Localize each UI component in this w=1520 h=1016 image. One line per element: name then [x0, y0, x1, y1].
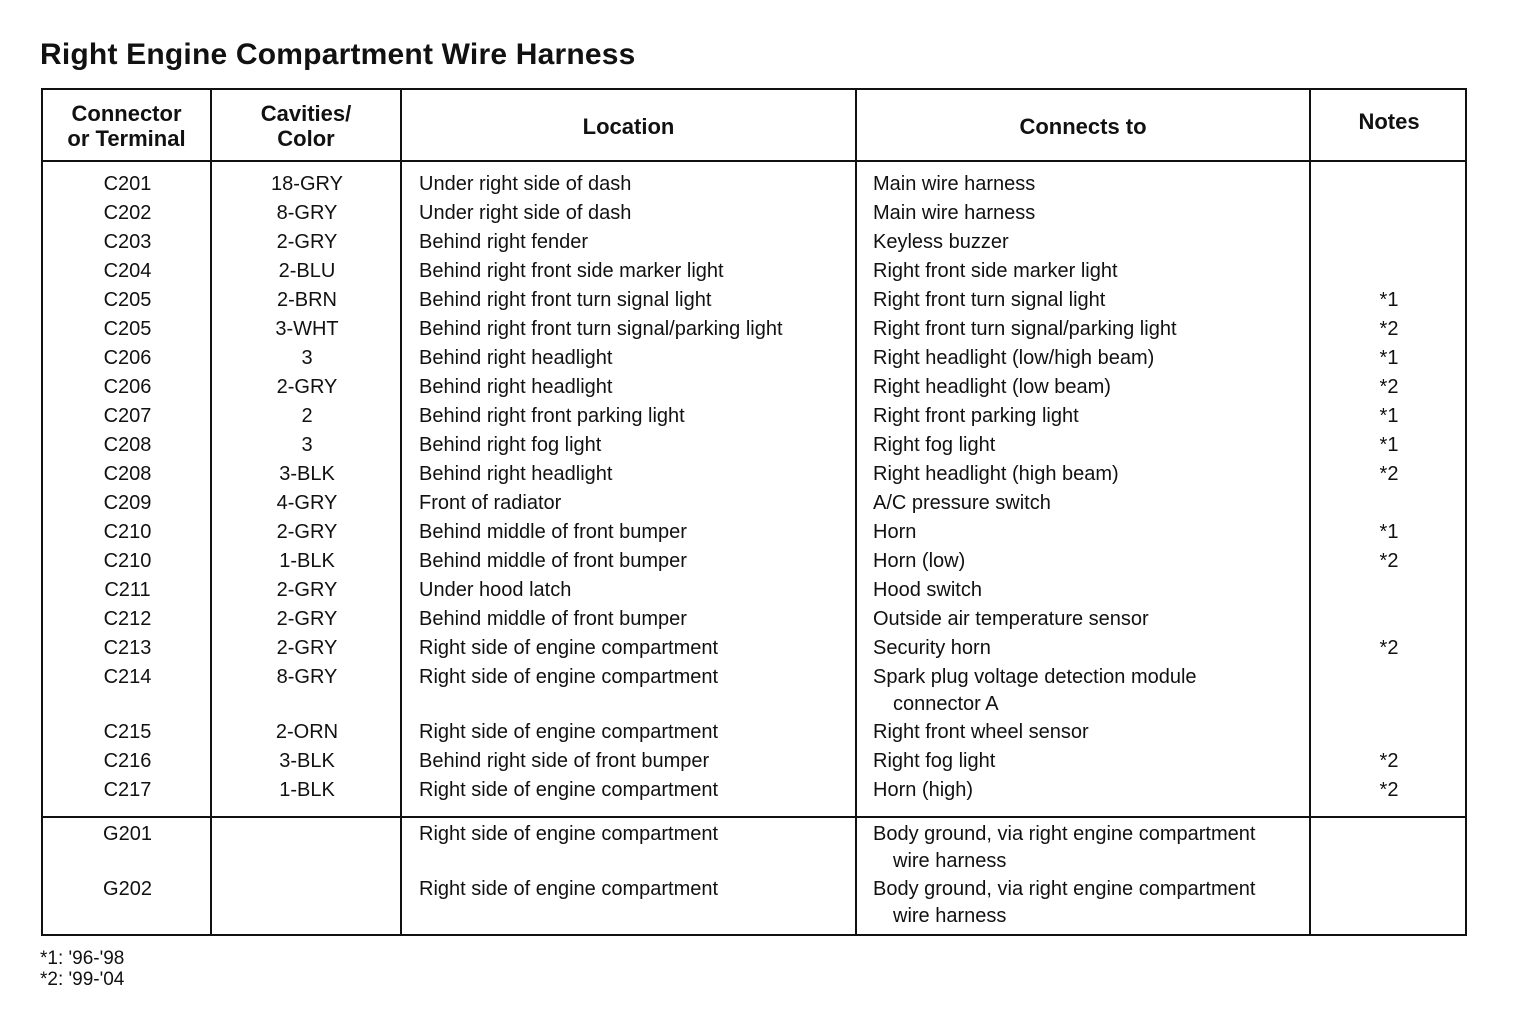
- connects-to-text: Right fog light: [873, 434, 996, 456]
- connects-to-text: Outside air temperature sensor: [873, 608, 1149, 630]
- row-location: Right side of engine compartment: [419, 823, 719, 845]
- row-cavities: 1-BLK: [279, 550, 335, 572]
- row-connector: C208: [103, 434, 152, 456]
- row-location: Behind right front turn signal light: [419, 289, 712, 311]
- connects-to-text: Spark plug voltage detection module: [873, 666, 1197, 688]
- connects-to-text: Main wire harness: [873, 173, 1036, 195]
- row-cavities: 2-GRY: [276, 637, 338, 659]
- row-location: Behind middle of front bumper: [419, 608, 687, 630]
- row-connects-to: [873, 548, 1313, 575]
- connects-to-text: Right fog light: [873, 750, 996, 772]
- connects-to-text: Horn: [873, 521, 917, 543]
- row-notes: *1: [1379, 289, 1399, 311]
- row-notes: *2: [1379, 779, 1399, 801]
- row-connects-to: [873, 519, 1313, 546]
- row-notes: *1: [1379, 434, 1399, 456]
- page-title: Right Engine Compartment Wire Harness: [40, 38, 636, 71]
- connects-to-text: Right headlight (low beam): [873, 376, 1111, 398]
- row-connector: G202: [103, 878, 152, 900]
- row-connects-to: [873, 748, 1313, 775]
- row-cavities: 1-BLK: [279, 779, 335, 801]
- row-connector: C217: [103, 779, 152, 801]
- connects-to-text: Right headlight (high beam): [873, 463, 1119, 485]
- row-connector: C211: [104, 579, 151, 601]
- row-connects-to: [873, 403, 1313, 430]
- row-location: Behind right fender: [419, 231, 589, 253]
- row-connector: C201: [103, 173, 152, 195]
- row-connects-to: [873, 171, 1313, 198]
- connects-to-text: Body ground, via right engine compartment: [873, 823, 1256, 845]
- row-connects-to: [873, 821, 1313, 875]
- row-location: Behind right side of front bumper: [419, 750, 710, 772]
- row-cavities: 3: [301, 434, 313, 456]
- row-location: Behind right front parking light: [419, 405, 685, 427]
- row-location: Under right side of dash: [419, 202, 632, 224]
- row-connector: C210: [103, 521, 152, 543]
- connects-to-text: Horn (high): [873, 779, 974, 801]
- row-connects-to: [873, 229, 1313, 256]
- connects-to-text: Security horn: [873, 637, 991, 659]
- column-header-cavities: Cavities/ Color: [260, 101, 352, 151]
- connects-to-continuation: wire harness: [893, 905, 1007, 927]
- row-location: Behind middle of front bumper: [419, 521, 687, 543]
- row-connects-to: [873, 606, 1313, 633]
- row-cavities: 2-ORN: [275, 721, 339, 743]
- row-connects-to: [873, 374, 1313, 401]
- row-connects-to: [873, 777, 1313, 804]
- row-connector: C205: [103, 289, 152, 311]
- row-cavities: 2-GRY: [276, 579, 338, 601]
- row-location: Behind right headlight: [419, 463, 613, 485]
- connects-to-text: Right front wheel sensor: [873, 721, 1089, 743]
- row-connects-to: [873, 577, 1313, 604]
- row-cavities: 2-BLU: [278, 260, 336, 282]
- row-cavities: 2-GRY: [276, 376, 338, 398]
- row-connector: G201: [103, 823, 152, 845]
- row-location: Behind right front turn signal/parking light: [419, 318, 783, 340]
- row-location: Front of radiator: [419, 492, 562, 514]
- connects-to-text: Body ground, via right engine compartment: [873, 878, 1256, 900]
- row-connects-to: [873, 461, 1313, 488]
- connects-to-text: Horn (low): [873, 550, 966, 572]
- row-connector: C207: [103, 405, 152, 427]
- row-location: Behind right headlight: [419, 376, 613, 398]
- row-location: Behind middle of front bumper: [419, 550, 687, 572]
- row-connects-to: [873, 664, 1313, 718]
- row-connector: C216: [103, 750, 152, 772]
- row-cavities: 2: [301, 405, 313, 427]
- row-connector: C209: [103, 492, 152, 514]
- row-notes: *2: [1379, 463, 1399, 485]
- column-header-notes: Notes: [1358, 109, 1420, 134]
- row-connects-to: [873, 490, 1313, 517]
- row-connector: C215: [103, 721, 152, 743]
- column-header-location: Location: [582, 113, 675, 139]
- row-connector: C208: [103, 463, 152, 485]
- row-cavities: 2-GRY: [276, 231, 338, 253]
- connects-to-text: Hood switch: [873, 579, 982, 601]
- row-connector: C204: [103, 260, 152, 282]
- connects-to-text: Right front turn signal light: [873, 289, 1106, 311]
- row-connects-to: [873, 287, 1313, 314]
- footnotes: [40, 948, 124, 990]
- row-cavities: 2-GRY: [276, 521, 338, 543]
- row-connects-to: [873, 719, 1313, 746]
- wire-harness-table: [41, 88, 1467, 936]
- row-location: Behind right fog light: [419, 434, 602, 456]
- row-connector: C205: [103, 318, 152, 340]
- connects-to-text: Right front turn signal/parking light: [873, 318, 1177, 340]
- row-cavities: 8-GRY: [276, 202, 338, 224]
- connects-to-text: A/C pressure switch: [873, 492, 1051, 514]
- row-cavities: 4-GRY: [276, 492, 338, 514]
- row-cavities: 3-BLK: [279, 750, 335, 772]
- row-connects-to: [873, 200, 1313, 227]
- row-location: Right side of engine compartment: [419, 721, 719, 743]
- row-connector: C203: [103, 231, 152, 253]
- row-cavities: 3-WHT: [275, 318, 339, 340]
- row-notes: *2: [1379, 376, 1399, 398]
- row-connector: C202: [103, 202, 152, 224]
- column-divider: [855, 90, 857, 934]
- row-connects-to: [873, 876, 1313, 930]
- row-notes: *1: [1379, 521, 1399, 543]
- row-location: Behind right front side marker light: [419, 260, 724, 282]
- connects-to-continuation: connector A: [893, 693, 999, 715]
- row-cavities: 18-GRY: [271, 173, 343, 195]
- row-connects-to: [873, 345, 1313, 372]
- section-divider: [43, 816, 1465, 818]
- footnote: *1: '96-'98: [40, 948, 125, 969]
- row-location: Right side of engine compartment: [419, 637, 719, 659]
- row-cavities: 8-GRY: [276, 666, 338, 688]
- row-connector: C206: [103, 347, 152, 369]
- row-cavities: 2-GRY: [276, 608, 338, 630]
- row-cavities: 2-BRN: [276, 289, 337, 311]
- connects-to-text: Main wire harness: [873, 202, 1036, 224]
- connects-to-text: Keyless buzzer: [873, 231, 1009, 253]
- connects-to-continuation: wire harness: [893, 850, 1007, 872]
- connects-to-text: Right headlight (low/high beam): [873, 347, 1155, 369]
- row-notes: *2: [1379, 318, 1399, 340]
- row-notes: *2: [1379, 750, 1399, 772]
- column-header-connector: Connector or Terminal: [67, 101, 186, 151]
- column-header-connects-to: Connects to: [1019, 113, 1147, 139]
- row-notes: *2: [1379, 637, 1399, 659]
- row-notes: *2: [1379, 550, 1399, 572]
- row-connector: C212: [103, 608, 152, 630]
- row-notes: *1: [1379, 405, 1399, 427]
- row-connector: C214: [103, 666, 152, 688]
- row-location: Behind right headlight: [419, 347, 613, 369]
- row-connects-to: [873, 258, 1313, 285]
- row-connects-to: [873, 635, 1313, 662]
- row-connects-to: [873, 316, 1313, 343]
- row-location: Right side of engine compartment: [419, 666, 719, 688]
- row-location: Right side of engine compartment: [419, 779, 719, 801]
- row-connector: C206: [103, 376, 152, 398]
- connects-to-text: Right front side marker light: [873, 260, 1118, 282]
- row-location: Under right side of dash: [419, 173, 632, 195]
- row-cavities: 3-BLK: [279, 463, 335, 485]
- row-connector: C210: [103, 550, 152, 572]
- row-location: Under hood latch: [419, 579, 572, 601]
- row-location: Right side of engine compartment: [419, 878, 719, 900]
- row-notes: *1: [1379, 347, 1399, 369]
- row-connector: C213: [103, 637, 152, 659]
- connects-to-text: Right front parking light: [873, 405, 1079, 427]
- row-connects-to: [873, 432, 1313, 459]
- row-cavities: 3: [301, 347, 313, 369]
- footnote: *2: '99-'04: [40, 969, 125, 990]
